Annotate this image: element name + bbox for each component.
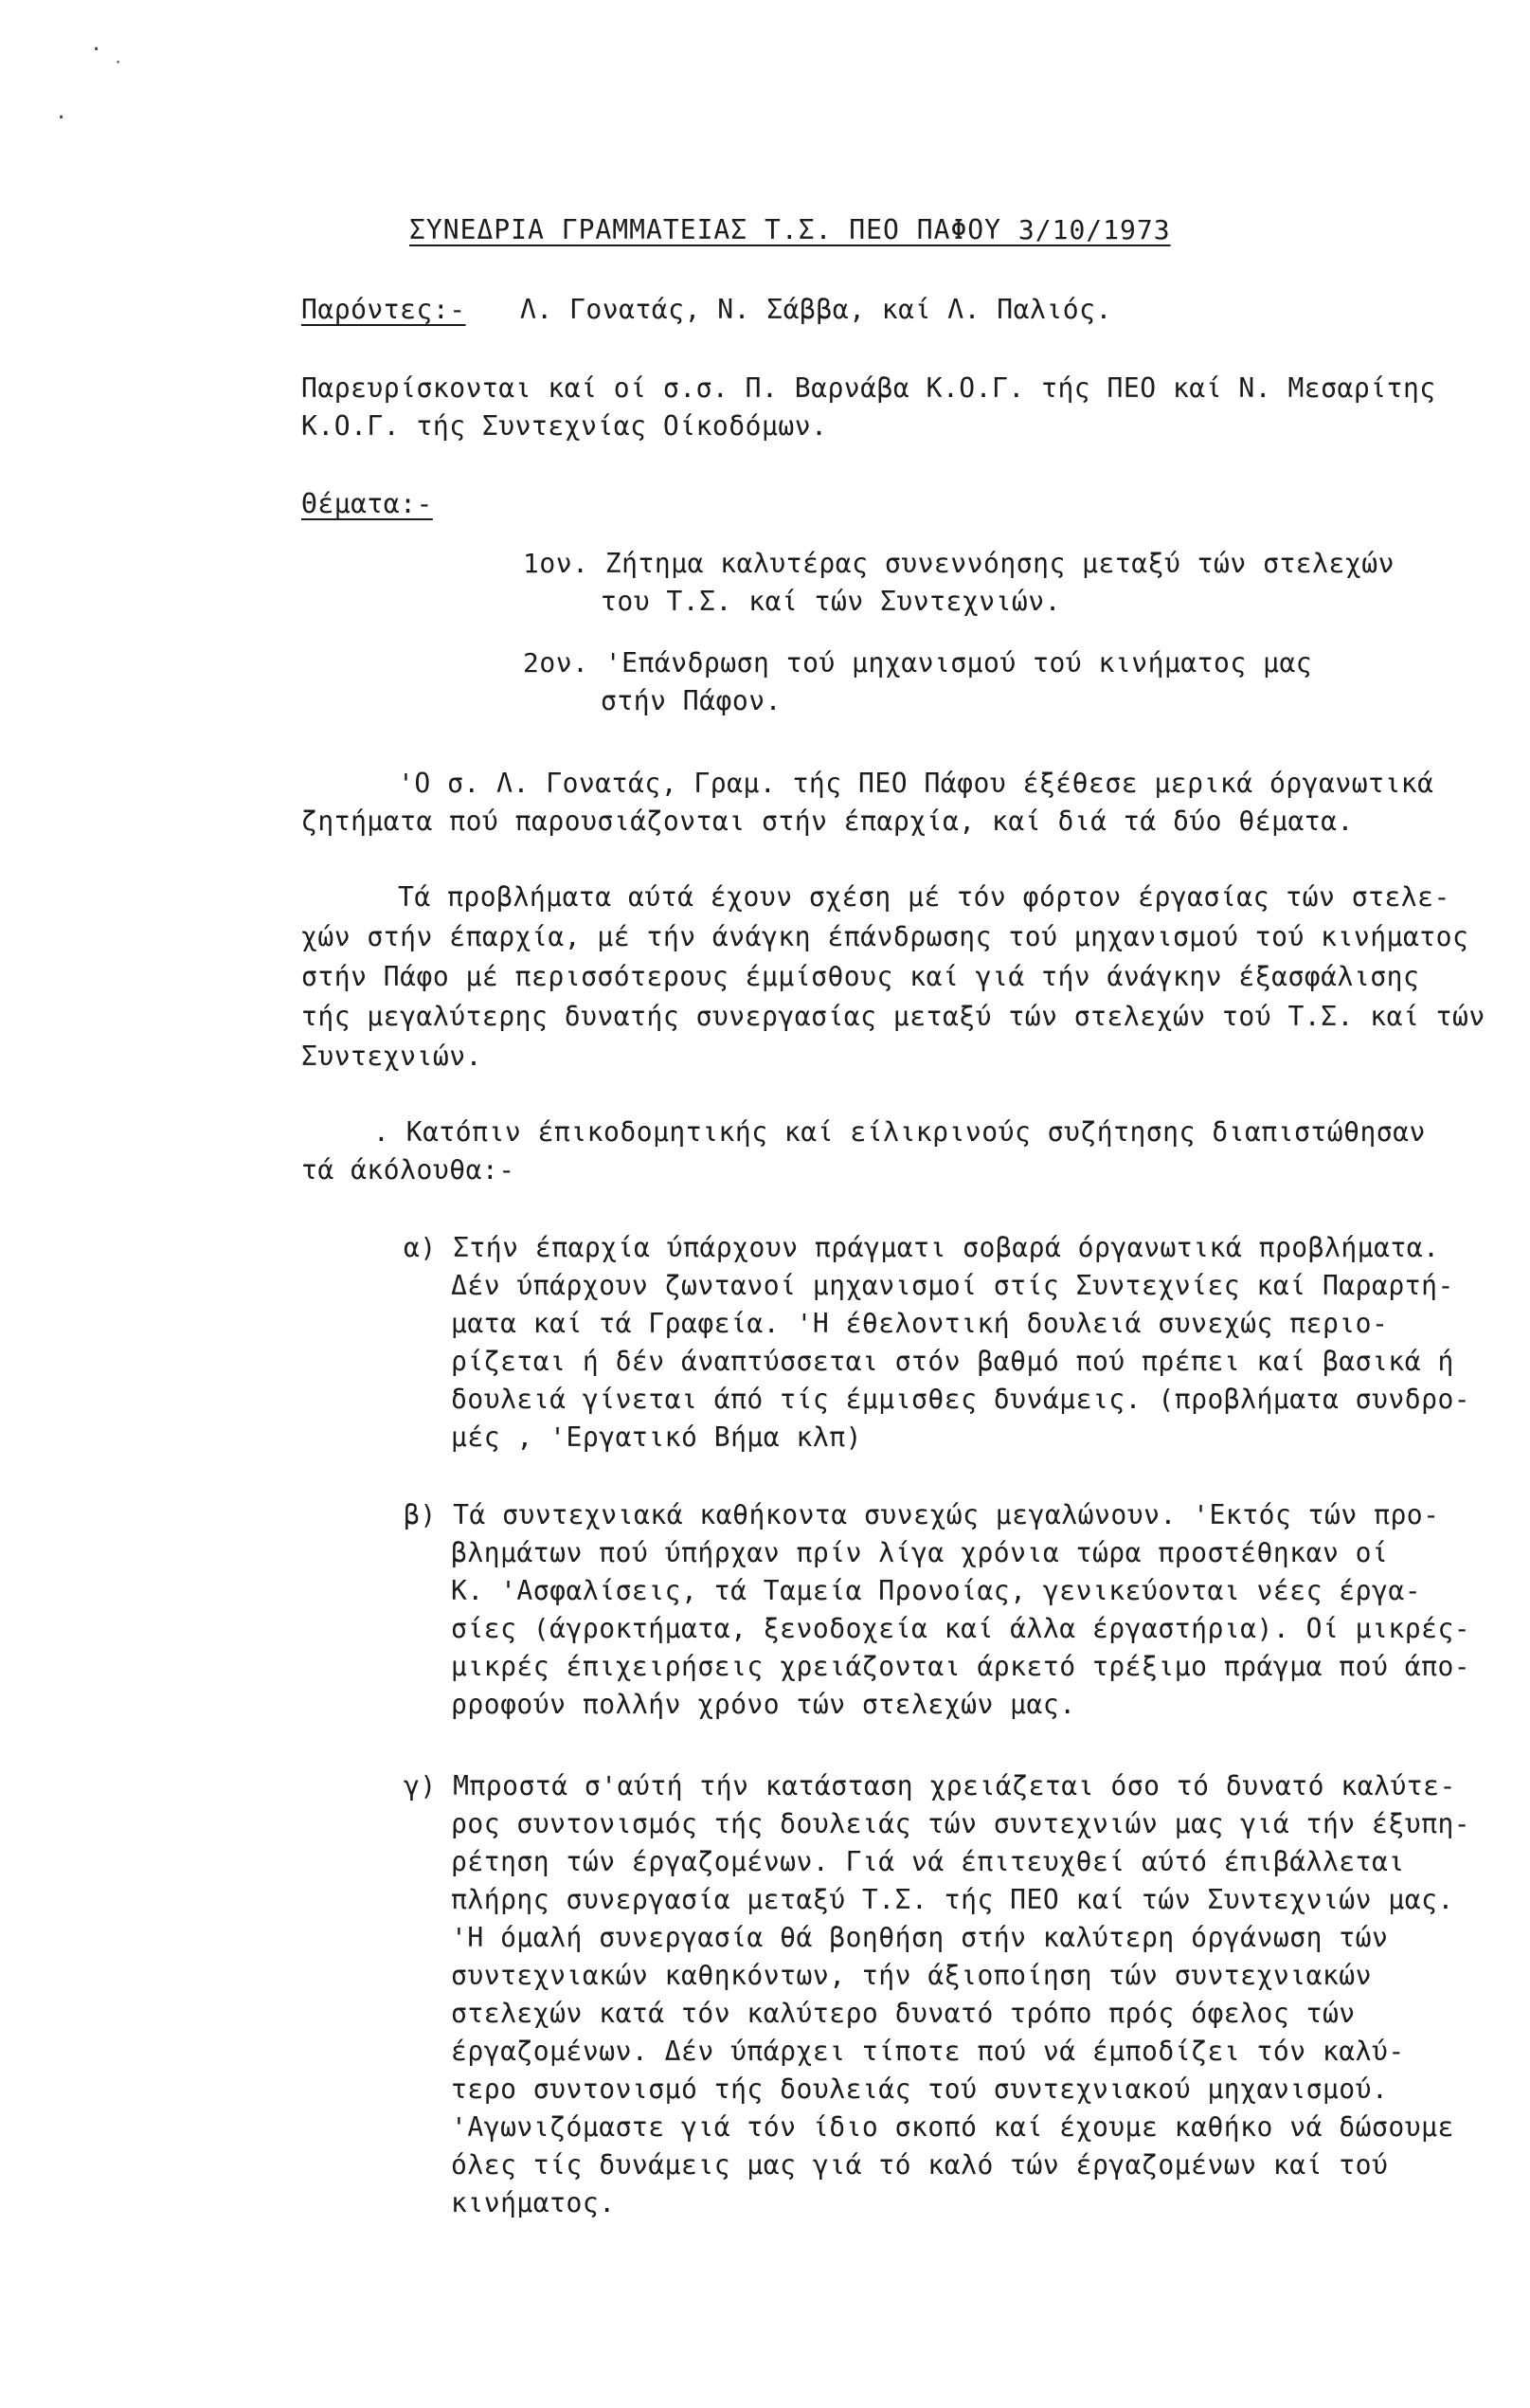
paragraph-2-line: τής μεγαλύτερης δυνατής συνεργασίας μεταξύ τών στελεχών τού Τ.Σ. καί τών	[301, 1001, 1485, 1032]
item-b-line: βλημάτων πού ύπήρχαν πρίν λίγα χρόνια τώρα προστέθηκαν οί	[451, 1537, 1389, 1568]
item-c-line: στελεχών κατά τόν καλύτερο δυνατό τρόπο πρός όφελος τών	[451, 1998, 1356, 2029]
item-c-line: όλες τίς δυνάμεις μας γιά τό καλό τών έργαζομένων καί τού	[451, 2149, 1389, 2181]
topic-2-cont: στήν Πάφον.	[601, 685, 782, 716]
topic-1: 1ον. Ζήτημα καλυτέρας συνεννόησης μεταξύ τών στελεχών	[523, 548, 1395, 579]
paragraph-1-line: 'Ο σ. Λ. Γονατάς, Γραμ. τής ΠΕΟ Πάφου έξέθεσε μερικά όργανωτικά	[398, 768, 1434, 799]
paragraph-2-line: χών στήν έπαρχία, μέ τήν άνάγκη έπάνδρωσης τού μηχανισμού τού κινήματος	[301, 921, 1469, 952]
item-c-line: 'Η όμαλή συνεργασία θά βοηθήση στήν καλύτερη όργάνωση τών	[451, 1922, 1389, 1953]
topic-2: 2ον. 'Επάνδρωση τού μηχανισμού τού κινήματος μας	[523, 647, 1313, 679]
item-c-line: κινήματος.	[451, 2187, 616, 2218]
item-b-line: σίες (άγροκτήματα, ξενοδοχεία καί άλλα έργαστήρια). Οί μικρές-	[451, 1613, 1471, 1644]
item-b-line: ρροφούν πολλήν χρόνο τών στελεχών μας.	[451, 1689, 1076, 1720]
item-a-line: α) Στήν έπαρχία ύπάρχουν πράγματι σοβαρά όργανωτικά προβλήματα.	[404, 1232, 1440, 1263]
topics-label: Θέματα:-	[301, 488, 433, 519]
paragraph-2-line: Τά προβλήματα αύτά έχουν σχέση μέ τόν φόρτον έργασίας τών στελε-	[398, 881, 1450, 913]
item-b-line: μικρές έπιχειρήσεις χρειάζονται άρκετό τρέξιμο πράγμα πού άπο-	[451, 1651, 1471, 1682]
attending-line: Κ.Ο.Γ. τής Συντεχνίας Οίκοδόμων.	[301, 410, 828, 442]
scan-speck: ˙	[112, 59, 125, 82]
item-a-line: ματα καί τά Γραφεία. 'Η έθελοντική δουλειά συνεχώς περιο-	[451, 1308, 1389, 1339]
item-c-line: 'Αγωνιζόμαστε γιά τόν ίδιο σκοπό καί έχουμε καθήκο νά δώσουμε	[451, 2111, 1454, 2143]
item-a-line: μές , 'Εργατικό Βήμα κλπ)	[451, 1421, 862, 1453]
item-b-line: Κ. 'Ασφαλίσεις, τά Ταμεία Προνοίας, γενικεύονται νέες έργα-	[451, 1575, 1422, 1606]
item-b-line: β) Τά συντεχνιακά καθήκοντα συνεχώς μεγαλώνουν. 'Εκτός τών προ-	[404, 1499, 1440, 1530]
item-c-line: πλήρης συνεργασία μεταξύ Τ.Σ. τής ΠΕΟ καί τών Συντεχνιών μας.	[451, 1884, 1454, 1915]
present-names: Λ. Γονατάς, Ν. Σάββα, καί Λ. Παλιός.	[519, 294, 1112, 325]
paragraph-2-line: Συντεχνιών.	[301, 1041, 482, 1072]
item-a-line: δουλειά γίνεται άπό τίς έμμισθες δυνάμεις. (προβλήματα συνδρο-	[451, 1384, 1471, 1415]
item-c-line: τερο συντονισμό τής δουλειάς τού συντεχνιακού μηχανισμού.	[451, 2073, 1389, 2105]
item-c-line: συντεχνιακών καθηκόντων, τήν άξιοποίηση τών συντεχνιακών	[451, 1960, 1373, 1991]
present-label: Παρόντες:-	[301, 294, 466, 325]
paragraph-3-line: . Κατόπιν έπικοδομητικής καί είλικρινούς συζήτησης διαπιστώθησαν	[373, 1116, 1426, 1148]
item-c-line: ρος συντονισμός τής δουλειάς τών συντεχνιών μας γιά τήν έξυπη-	[451, 1808, 1471, 1839]
item-c-line: γ) Μπροστά σ'αύτή τήν κατάσταση χρειάζεται όσο τό δυνατό καλύτε-	[404, 1770, 1456, 1801]
item-c-line: έργαζομένων. Δέν ύπάρχει τίποτε πού νά έμποδίζει τόν καλύ-	[451, 2036, 1405, 2067]
present-line	[301, 294, 1112, 325]
paragraph-3-line: τά άκόλουθα:-	[301, 1154, 515, 1186]
item-c-line: ρέτηση τών έργαζομένων. Γιά νά έπιτευχθεί αύτό έπιβάλλεται	[451, 1846, 1405, 1877]
attending-line: Παρευρίσκονται καί οί σ.σ. Π. Βαρνάβα Κ.Ο.Γ. τής ΠΕΟ καί Ν. Μεσαρίτης	[301, 372, 1436, 404]
scan-speck: ·	[55, 106, 68, 130]
scan-speck: ·	[90, 38, 103, 62]
paragraph-1-line: ζητήματα πού παρουσιάζονται στήν έπαρχία, καί διά τά δύο θέματα.	[301, 806, 1354, 837]
item-a-line: ρίζεται ή δέν άναπτύσσεται στόν βαθμό πού πρέπει καί βασικά ή	[451, 1346, 1454, 1377]
document-title: ΣΥΝΕΔΡΙΑ ΓΡΑΜΜΑΤΕΙΑΣ Τ.Σ. ΠΕΟ ΠΑΦΟΥ 3/10/1973	[409, 214, 1171, 245]
item-a-line: Δέν ύπάρχουν ζωντανοί μηχανισμοί στίς Συντεχνίες καί Παραρτή-	[451, 1270, 1454, 1301]
topic-1-cont: του Τ.Σ. καί τών Συντεχνιών.	[601, 586, 1062, 617]
paragraph-2-line: στήν Πάφο μέ περισσότερους έμμίσθους καί γιά τήν άνάγκην έξασφάλισης	[301, 961, 1420, 992]
